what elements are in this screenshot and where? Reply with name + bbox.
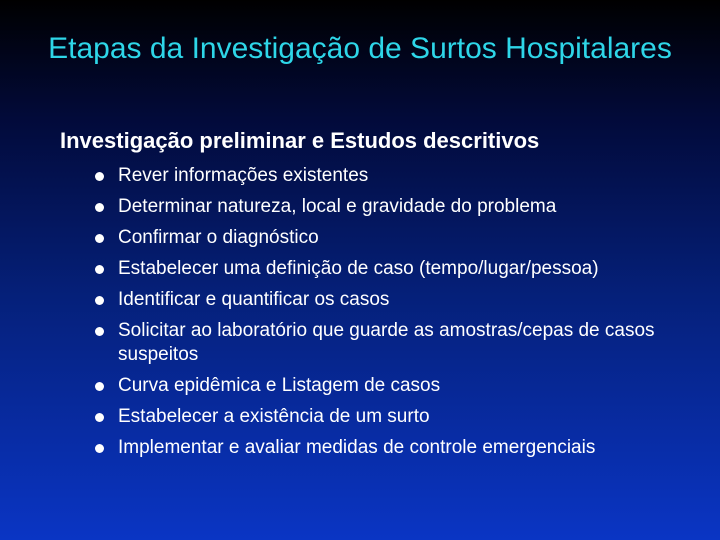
list-item-text: Curva epidêmica e Listagem de casos xyxy=(118,375,441,396)
bullet-icon xyxy=(95,265,104,274)
bullet-icon xyxy=(95,382,104,391)
list-item xyxy=(94,319,658,367)
bullet-list xyxy=(94,164,694,467)
list-item-text: Estabelecer a existência de um surto xyxy=(118,406,430,427)
bullet-icon xyxy=(95,444,104,453)
bullet-icon xyxy=(95,413,104,422)
list-item-text: Estabelecer uma definição de caso (tempo/lugar/pessoa) xyxy=(118,258,599,279)
list-item xyxy=(94,195,694,219)
list-item-text: Identificar e quantificar os casos xyxy=(118,289,390,310)
slide-title-text: Etapas da Investigação de Surtos Hospitalares xyxy=(48,32,672,65)
bullet-icon xyxy=(95,203,104,212)
list-item xyxy=(94,226,694,250)
list-item xyxy=(94,405,694,429)
list-item-text: Solicitar ao laboratório que guarde as amostras/cepas de casos suspeitos xyxy=(118,320,655,365)
list-item-text: Implementar e avaliar medidas de controle emergenciais xyxy=(118,437,596,458)
list-item xyxy=(94,436,694,460)
bullet-icon xyxy=(95,327,104,336)
list-item-text: Rever informações existentes xyxy=(118,165,369,186)
section-heading: Investigação preliminar e Estudos descritivos xyxy=(60,128,540,153)
bullet-icon xyxy=(95,296,104,305)
slide-title xyxy=(0,28,720,70)
list-item xyxy=(94,288,694,312)
list-item xyxy=(94,257,694,281)
bullet-icon xyxy=(95,234,104,243)
list-item xyxy=(94,164,694,188)
list-item-text: Confirmar o diagnóstico xyxy=(118,227,319,248)
list-item-text: Determinar natureza, local e gravidade do problema xyxy=(118,196,557,217)
list-item xyxy=(94,374,694,398)
bullet-icon xyxy=(95,172,104,181)
